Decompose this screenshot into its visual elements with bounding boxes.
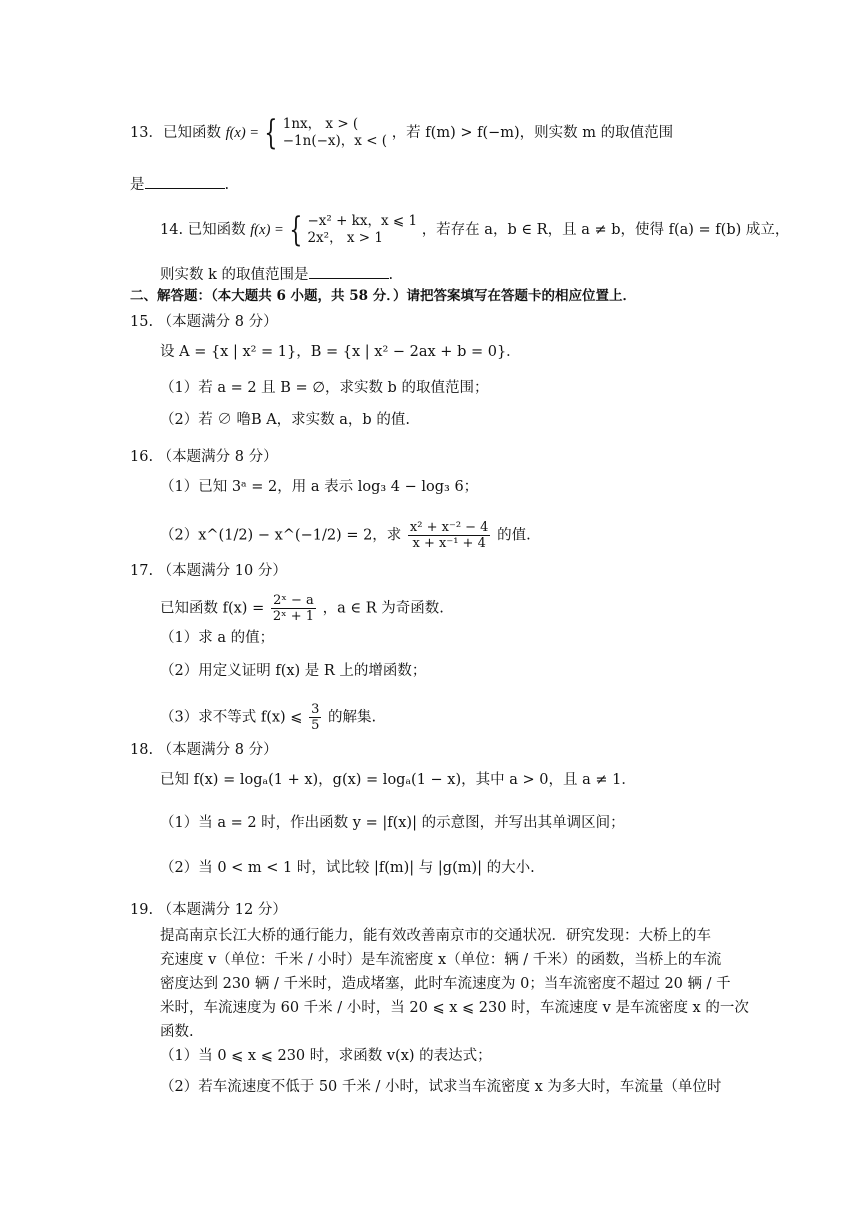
q16-part1: （1）已知 3ᵃ = 2，用 a 表示 log₃ 4 − log₃ 6； <box>160 479 479 495</box>
q17-part3: （3）求不等式 f(x) ⩽ $\frac{3}{5}$ 的解集. <box>160 702 377 733</box>
q13-lead: 13．已知函数 <box>130 125 221 141</box>
q17-fraction: $\frac{\text{2ˣ − a}}{\text{2ˣ + 1}}$ <box>272 593 315 624</box>
q18-part2: （2）当 0 < m < 1 时，试比较 |f(m)| 与 |g(m)| 的大小. <box>160 860 535 876</box>
q19-header: 19. （本题满分 12 分） <box>130 902 287 918</box>
q14-piecewise: f(x) = { −x² + kx，x ⩽ 1 2x²， x > 1 <box>250 210 418 250</box>
q17-part2: （2）用定义证明 f(x) 是 R 上的增函数； <box>160 663 427 679</box>
question-13 <box>130 113 674 153</box>
q19-text-line1: 提高南京长江大桥的通行能力，能有效改善南京市的交通状况．研究发现：大桥上的车 <box>160 928 711 944</box>
q19-text-line3: 密度达到 230 辆 / 千米时，造成堵塞，此时车流速度为 0；当车流密度不超过 20 辆 / 千 <box>160 976 731 992</box>
q19-text-line4: 米时，车流速度为 60 千米 / 小时，当 20 ⩽ x ⩽ 230 时，车流速度 v 是车流密度 x 的一次 <box>160 1000 749 1016</box>
q17-header: 17. （本题满分 10 分） <box>130 563 287 579</box>
q15-part2: （2）若 ∅ 噜B A，求实数 a，b 的值. <box>160 412 410 428</box>
q18-header: 18. （本题满分 8 分） <box>130 742 278 758</box>
q19-part2: （2）若车流速度不低于 50 千米 / 小时，试求当车流密度 x 为多大时，车流量（单位时 <box>160 1079 722 1095</box>
q17-function: 已知函数 f(x) = $\frac{\text{2ˣ − a}}{\text{2ˣ + 1}}$ ，a ∈ R 为奇函数. <box>160 593 444 624</box>
q14-answer-line: 则实数 k 的取值范围是 . <box>160 264 393 285</box>
q13-condition: ，若 f(m) > f(−m)，则实数 m 的取值范围 <box>391 125 674 141</box>
q18-given: 已知 f(x) = logₐ(1 + x)，g(x) = logₐ(1 − x)，其中 a > 0，且 a ≠ 1． <box>160 772 636 788</box>
q19-text-line2: 充速度 v（单位：千米 / 小时）是车流密度 x（单位：辆 / 千米）的函数，当桥上的车流 <box>160 952 722 968</box>
q13-answer-blank[interactable] <box>145 174 225 189</box>
q13-piecewise: f(x) = { 1nx， x > ( −1n(−x)，x < ( <box>225 113 388 153</box>
q16-part2: （2）x^(1/2) − x^(−1/2) = 2，求 $\frac{\text{x² + x⁻² − 4}}{\text{x + x⁻¹ + 4}}$ 的值. <box>160 520 531 551</box>
q14-case2: 2x²， x > 1 <box>307 230 383 246</box>
question-14 <box>160 210 790 250</box>
q14-lead: 14. 已知函数 <box>160 222 246 238</box>
q17-part1: （1）求 a 的值； <box>160 630 275 646</box>
q14-condition: ，若存在 a，b ∈ R，且 a ≠ b，使得 f(a) = f(b) 成立， <box>421 222 790 238</box>
q15-header: 15. （本题满分 8 分） <box>130 314 278 330</box>
q17-part3-fraction: $\frac{3}{5}$ <box>311 702 320 733</box>
q13-answer-line: 是 . <box>130 174 229 195</box>
q14-answer-blank[interactable] <box>309 264 389 279</box>
q14-case1: −x² + kx，x ⩽ 1 <box>307 213 418 229</box>
section-2-heading: 二、解答题：（本大题共 6 小题，共 58 分．）请把答案填写在答题卡的相应位置上． <box>130 288 636 304</box>
q13-case1: 1nx， x > ( <box>282 116 359 132</box>
q16-fraction: $\frac{\text{x² + x⁻² − 4}}{\text{x + x⁻¹ + 4}}$ <box>409 520 489 551</box>
q13-brace: { <box>264 113 278 153</box>
q15-sets: 设 A = {x | x² = 1}，B = {x | x² − 2ax + b = 0}． <box>160 344 521 360</box>
q16-header: 16. （本题满分 8 分） <box>130 449 278 465</box>
q15-part1: （1）若 a = 2 且 B = ∅，求实数 b 的取值范围； <box>160 380 489 396</box>
q13-case2: −1n(−x)，x < ( <box>282 133 388 149</box>
q19-text-line5: 函数. <box>160 1024 194 1040</box>
q18-part1: （1）当 a = 2 时，作出函数 y = |f(x)| 的示意图，并写出其单调区间； <box>160 815 625 831</box>
q19-part1: （1）当 0 ⩽ x ⩽ 230 时，求函数 v(x) 的表达式； <box>160 1048 492 1064</box>
